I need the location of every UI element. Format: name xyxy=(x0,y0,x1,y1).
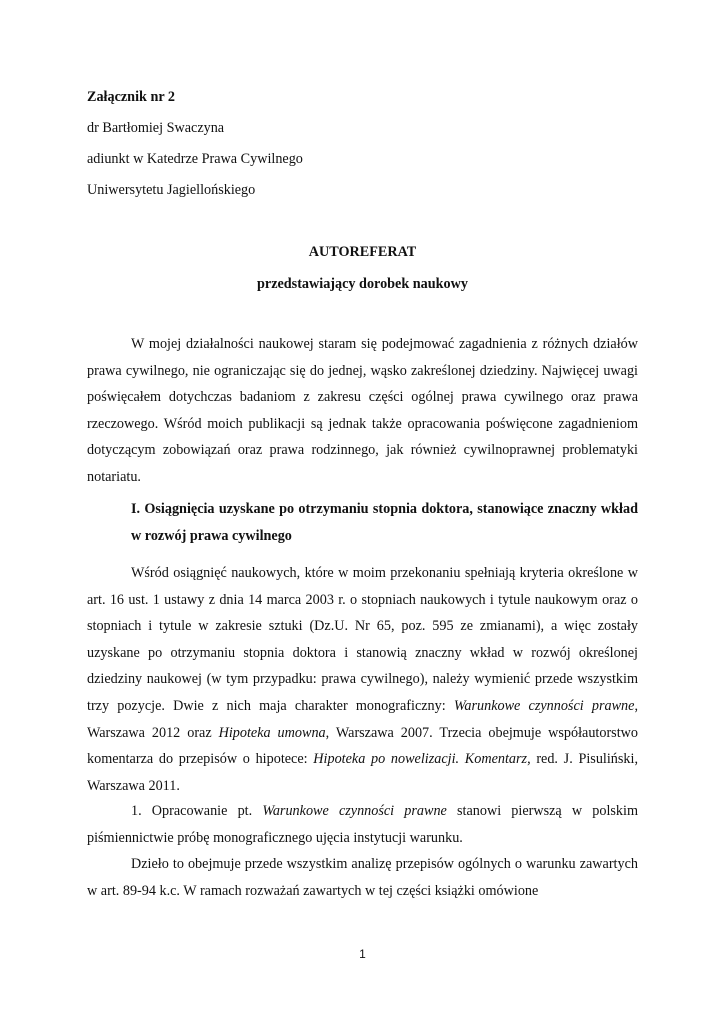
document-title: AUTOREFERAT xyxy=(308,244,417,260)
intro-paragraph: W mojej działalności naukowej staram się podejmować zagadnienia z różnych działów prawa cywilnego, nie ograniczając się do jednej, wąsko zakreślonej dziedziny. Najwięcej uwagi poświęcałem dotychczas badaniom z zakresu części ogólnej prawa cywilnego oraz prawa rzeczowego. Wśród moich publikacji są jednak także opracowania poświęcone zagadnieniom dotyczącym zobowiązań oraz prawa rodzinnego, jak również cywilnoprawnej problematyki notariatu. xyxy=(87,336,638,485)
section-paragraph-1: Wśród osiągnięć naukowych, które w moim przekonaniu spełniają kryteria określone w art. 16 ust. 1 ustawy z dnia 14 marca 2003 r. o stopniach naukowych i tytule naukowym oraz o stopniach i tytule w zakresie sztuki (Dz.U. Nr 65, poz. 595 ze zmianami), a więc zostały uzyskane po otrzymaniu stopnia doktora i stanowią znaczny wkład w rozwój określonej dziedziny naukowej (w tym przypadku: prawa cywilnego), należy wymienić przede wszystkim trzy pozycje. Dwie z nich maja charakter monograficzny: Warunkowe czynności prawne, Warszawa 2012 oraz Hipoteka umowna, Warszawa 2007. Trzecia obejmuje współautorstwo komentarza do przepisów o hipotece: Hipoteka po nowelizacji. Komentarz, red. J. Pisuliński, Warszawa 2011. xyxy=(87,565,638,794)
annex-label: Załącznik nr 2 xyxy=(87,89,176,105)
author-university: Uniwersytetu Jagiellońskiego xyxy=(87,182,256,198)
document-subtitle: przedstawiający dorobek naukowy xyxy=(257,276,468,292)
author-name: dr Bartłomiej Swaczyna xyxy=(87,120,225,136)
page-number: 1 xyxy=(359,947,366,961)
section-paragraph-2: 1. Opracowanie pt. Warunkowe czynności prawne stanowi pierwszą w polskim piśmiennictwie próbę monograficznego ujęcia instytucji warunku. xyxy=(87,803,638,846)
section-paragraph-3: Dzieło to obejmuje przede wszystkim analizę przepisów ogólnych o warunku zawartych w art. 89-94 k.c. W ramach rozważań zawartych w tej części książki omówione xyxy=(87,856,638,899)
section-heading: I. Osiągnięcia uzyskane po otrzymaniu stopnia doktora, stanowiące znaczny wkład w rozwój prawa cywilnego xyxy=(131,501,638,544)
author-position: adiunkt w Katedrze Prawa Cywilnego xyxy=(87,151,303,167)
